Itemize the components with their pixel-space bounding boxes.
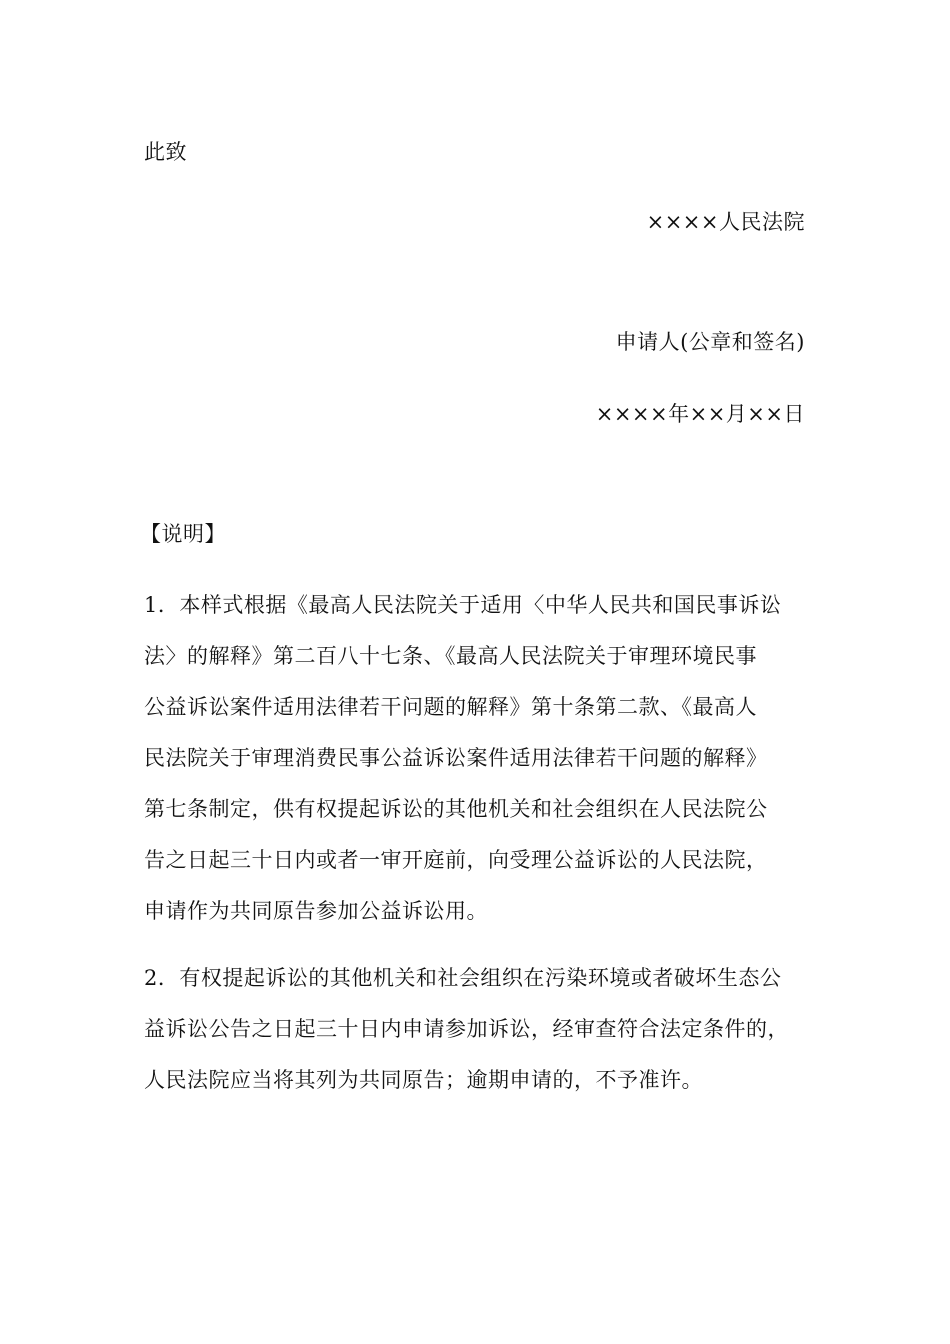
date-line: ××××年××月××日	[595, 402, 805, 426]
salutation: 此致	[144, 140, 187, 164]
note-1-line: 法〉的解释》第二百八十七条、《最高人民法院关于审理环境民事	[144, 644, 757, 668]
note-1-line: 公益诉讼案件适用法律若干问题的解释》第十条第二款、《最高人	[144, 695, 757, 719]
applicant-signature-line: 申请人(公章和签名)	[615, 330, 805, 354]
note-item-2	[144, 953, 820, 1106]
note-1-line: 申请作为共同原告参加公益诉讼用。	[144, 899, 488, 923]
note-2-line: 2．有权提起诉讼的其他机关和社会组织在污染环境或者破坏生态公	[144, 966, 782, 990]
note-2-line: 益诉讼公告之日起三十日内申请参加诉讼，经审查符合法定条件的，	[144, 1017, 789, 1041]
note-1-line: 民法院关于审理消费民事公益诉讼案件适用法律若干问题的解释》	[144, 746, 768, 770]
note-1-line: 告之日起三十日内或者一审开庭前，向受理公益诉讼的人民法院，	[144, 848, 768, 872]
note-item-1	[144, 580, 820, 937]
court-name: ××××人民法院	[646, 210, 805, 234]
note-1-line: 1．本样式根据《最高人民法院关于适用〈中华人民共和国民事诉讼	[144, 593, 782, 617]
note-1-line: 第七条制定，供有权提起诉讼的其他机关和社会组织在人民法院公	[144, 797, 768, 821]
note-2-line: 人民法院应当将其列为共同原告；逾期申请的，不予准许。	[144, 1068, 703, 1092]
notes-heading: 【说明】	[140, 522, 226, 546]
